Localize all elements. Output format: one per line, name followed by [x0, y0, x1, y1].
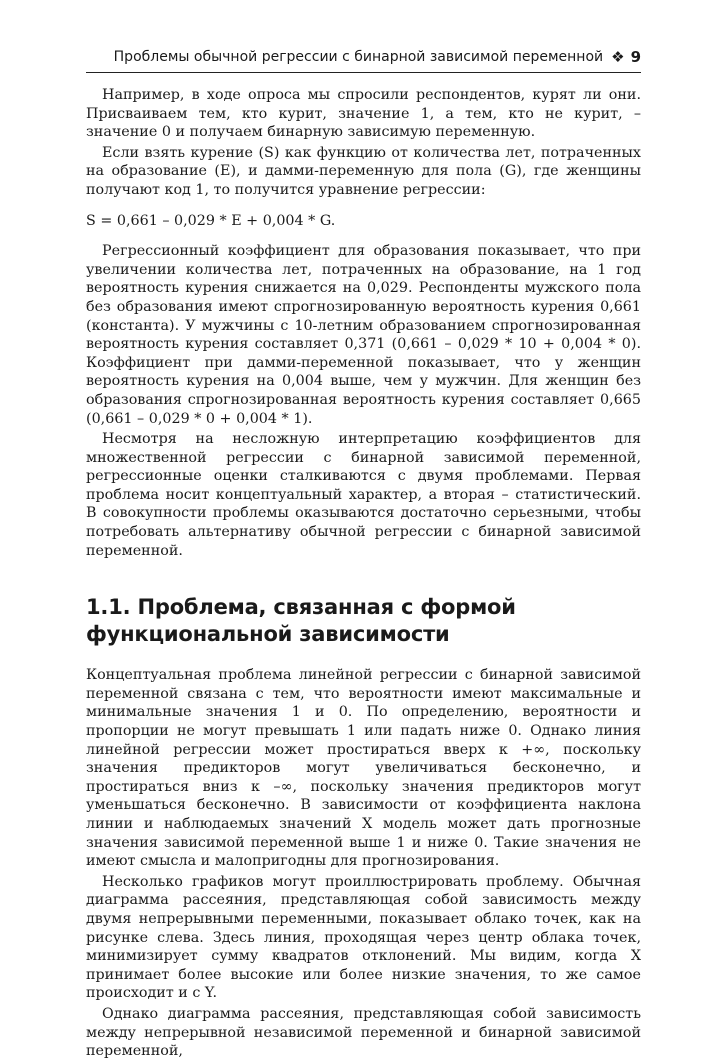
page-number: 9 — [630, 48, 641, 66]
paragraph: Например, в ходе опроса мы спросили респондентов, курят ли они. Присваиваем тем, кто курит, значение 1, а тем, кто не курит, – значение 0 и получаем бинарную зависимую переменную. — [86, 87, 641, 141]
header-rule — [86, 72, 641, 73]
regression-formula: S = 0,661 – 0,029 * E + 0,004 * G. — [86, 212, 336, 229]
section-heading: 1.1. Проблема, связанная с формой функциональной зависимости — [86, 595, 516, 647]
paragraph: Концептуальная проблема линейной регрессии с бинарной зависимой переменной связана с тем, что вероятности имеют максимальные и минимальные значения 1 и 0. По определению, вероятности и пропорции не могут превышать 1 или падать ниже 0. Однако линия линейной регрессии может простираться вверх к +∞, поскольку значения предикторов могут увеличиваться бесконечно, и простираться вниз к –∞, поскольку значения предикторов могут уменьшаться бесконечно. В зависимости от коэффициента наклона линии и наблюдаемых значений X модель может дать прогнозные значения зависимой переменной выше 1 и ниже 0. Такие значения не имеют смысла и малопригодны для прогнозирования. — [86, 667, 641, 870]
paragraph: Несмотря на несложную интерпретацию коэффициентов для множественной регрессии с бинарной зависимой переменной, регрессионные оценки сталкиваются с двумя проблемами. Первая проблема носит концептуальный характер, а вторая – статистический. В совокупности проблемы оказываются достаточно серьезными, чтобы потребовать альтернативу обычной регрессии с бинарной зависимой переменной. — [86, 431, 641, 559]
paragraph: Однако диаграмма рассеяния, представляющая собой зависимость между непрерывной независимой переменной и бинарной зависимой переменной, — [86, 1005, 641, 1060]
paragraph: Регрессионный коэффициент для образования показывает, что при увеличении количества лет, потраченных на образование, на 1 год вероятность курения снижается на 0,029. Респонденты мужского пола без образования имеют спрогнозированную вероятность курения 0,661 (константа). У мужчины с 10-летним образованием спрогнозированная вероятность курения составляет 0,371 (0,661 – 0,029 * 10 + 0,004 * 0). Коэффициент при дамми-переменной показывает, что у женщин вероятность курения на 0,004 выше, чем у мужчин. Для женщин без образования спрогнозированная вероятность курения составляет 0,665 (0,661 – 0,029 * 0 + 0,004 * 1). — [86, 243, 641, 427]
ornament-icon: ❖ — [611, 48, 625, 66]
paragraph: Несколько графиков могут проиллюстрировать проблему. Обычная диаграмма рассеяния, представляющая собой зависимость между двумя непрерывными переменными, показывает облако точек, как на рисунке слева. Здесь линия, проходящая через центр облака точек, минимизирует сумму квадратов отклонений. Мы видим, когда X принимает более высокие или более низкие значения, то же самое происходит и с Y. — [86, 873, 641, 1002]
running-header — [86, 46, 641, 68]
page-body — [86, 86, 641, 1063]
paragraph: Если взять курение (S) как функцию от количества лет, потраченных на образование (E), и дамми-переменную для пола (G), где женщины получают код 1, то получится уравнение регрессии: — [86, 144, 641, 198]
running-header-title: Проблемы обычной регрессии с бинарной зависимой переменной — [113, 49, 604, 65]
